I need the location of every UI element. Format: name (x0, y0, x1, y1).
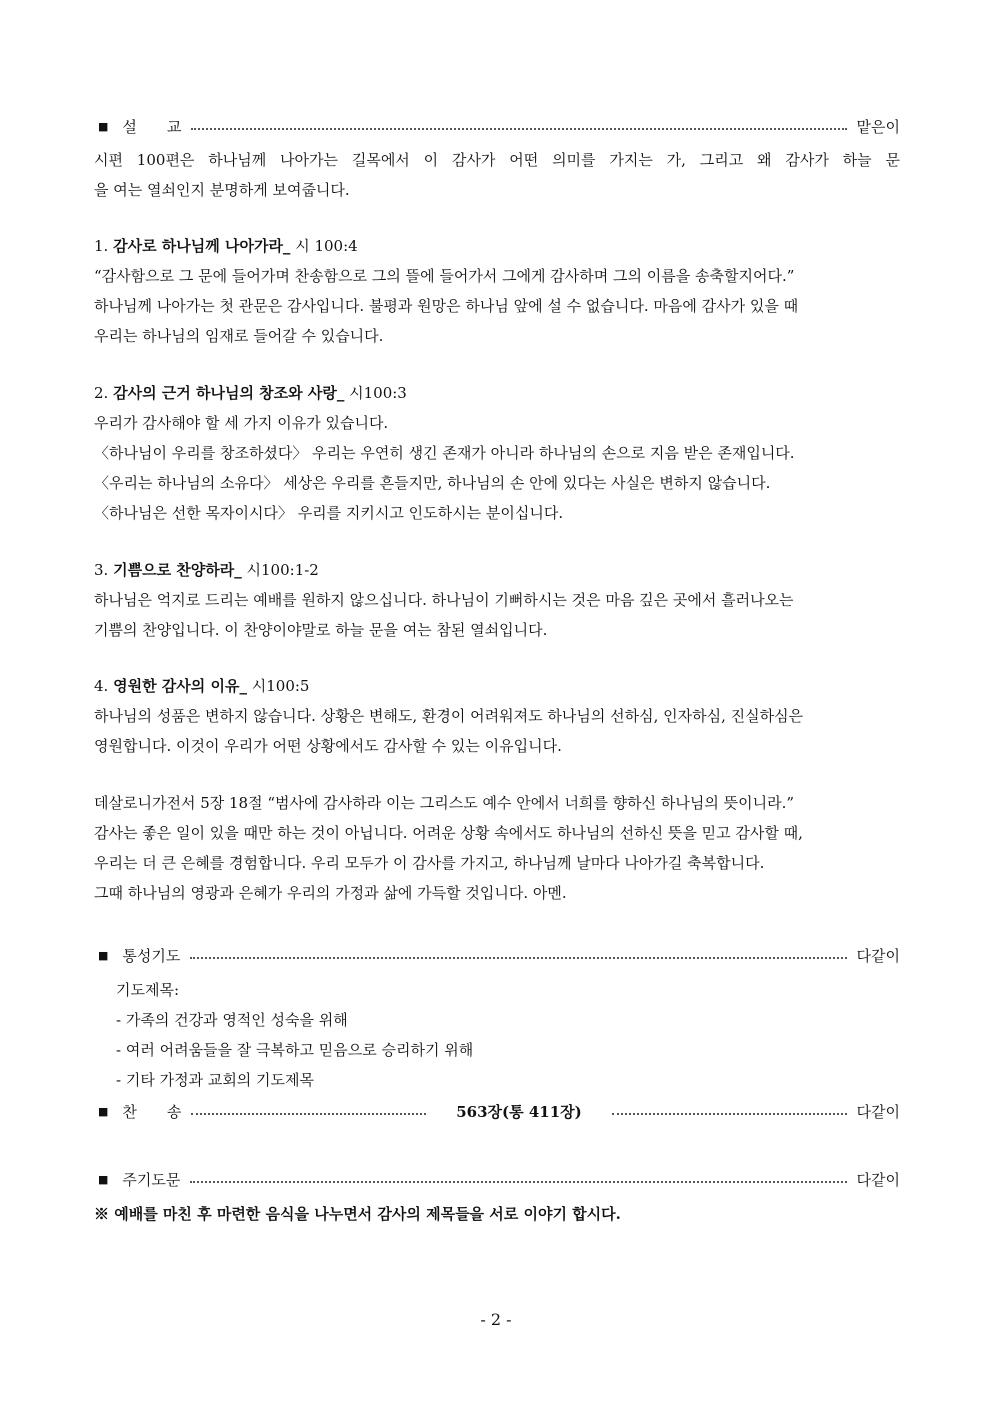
lords-prayer-label: 주기도문 (122, 1171, 181, 1189)
point-number: 1. (94, 237, 114, 255)
point-number: 4. (94, 677, 114, 695)
point-2-heading (94, 381, 900, 405)
point-title: 기쁨으로 찬양하라_ (113, 561, 242, 579)
closing-line: 그때 하나님의 영광과 은혜가 우리의 가정과 삶에 가득할 것입니다. 아멘. (94, 884, 567, 902)
sermon-label: 설 교 (122, 118, 182, 136)
dotted-leader (612, 1113, 847, 1115)
point-1-line: 우리는 하나님의 임재로 들어갈 수 있습니다. (94, 327, 384, 345)
square-bullet-icon: ■ (98, 1173, 109, 1186)
prayer-topic: - 여러 어려움들을 잘 극복하고 믿음으로 승리하기 위해 (116, 1041, 474, 1059)
point-4-heading (94, 674, 900, 698)
square-bullet-icon: ■ (98, 949, 109, 962)
point-3-line: 하나님은 억지로 드리는 예배를 원하지 않으십니다. 하나님이 기뻐하시는 것은 마음 깊은 곳에서 흘러나오는 (94, 591, 794, 609)
square-bullet-icon: ■ (98, 120, 109, 133)
sermon-leader: 맡은이 (856, 118, 900, 136)
sermon-header (94, 115, 900, 139)
dotted-leader (191, 1113, 426, 1115)
point-1-heading (94, 234, 900, 258)
hymn-number: 563장(통 411장) (456, 1103, 582, 1121)
point-4-line: 하나님의 성품은 변하지 않습니다. 상황은 변해도, 환경이 어려워져도 하나님의 선하심, 인자하심, 진실하심은 (94, 707, 804, 725)
hymn-leader: 다같이 (856, 1103, 901, 1121)
hymn-label: 찬 송 (122, 1103, 182, 1121)
prayer-leader: 다같이 (856, 947, 900, 965)
prayer-topics-label: 기도제목: (116, 981, 180, 999)
point-title: 감사의 근거 하나님의 창조와 사랑_ (113, 384, 345, 402)
lords-prayer-header (94, 1168, 900, 1192)
sermon-intro-line1: 시편 100편은 하나님께 나아가는 길목에서 이 감사가 어떤 의미를 가지는 가, 그리고 왜 감사가 하늘 문 (94, 151, 900, 169)
lords-prayer-leader: 다같이 (856, 1171, 900, 1189)
prayer-label: 통성기도 (122, 947, 181, 965)
point-2-line: 〈우리는 하나님의 소유다〉 세상은 우리를 흔들지만, 하나님의 손 안에 있다는 사실은 변하지 않습니다. (94, 474, 771, 492)
point-1-line: 하나님께 나아가는 첫 관문은 감사입니다. 불평과 원망은 하나님 앞에 설 수 없습니다. 마음에 감사가 있을 때 (94, 297, 799, 315)
square-bullet-icon: ■ (98, 1105, 109, 1118)
point-number: 3. (94, 561, 114, 579)
prayer-topic: - 가족의 건강과 영적인 성숙을 위해 (116, 1011, 348, 1029)
point-4-line: 영원합니다. 이것이 우리가 어떤 상황에서도 감사할 수 있는 이유입니다. (94, 737, 562, 755)
point-1-line: “감사함으로 그 문에 들어가며 찬송함으로 그의 뜰에 들어가서 그에게 감사하며 그의 이름을 송축할지어다.” (94, 267, 795, 285)
page-number: - 2 - (480, 1310, 512, 1329)
dotted-leader (191, 128, 846, 130)
point-3-line: 기쁨의 찬양입니다. 이 찬양이야말로 하늘 문을 여는 참된 열쇠입니다. (94, 621, 548, 639)
point-2-line: 〈하나님은 선한 목자이시다〉 우리를 지키시고 인도하시는 분이십니다. (94, 504, 564, 522)
point-title: 감사로 하나님께 나아가라_ (113, 237, 291, 255)
scripture-ref: 시 100:4 (290, 237, 358, 255)
sermon-intro-line2: 을 여는 열쇠인지 분명하게 보여줍니다. (94, 181, 350, 199)
point-3-heading (94, 558, 900, 582)
point-title: 영원한 감사의 이유_ (113, 677, 247, 695)
prayer-topic: - 기타 가정과 교회의 기도제목 (116, 1071, 315, 1089)
hymn-header (94, 1100, 900, 1124)
scripture-ref: 시100:1-2 (241, 561, 319, 579)
scripture-ref: 시100:3 (344, 384, 407, 402)
closing-line: 우리는 더 큰 은혜를 경험합니다. 우리 모두가 이 감사를 가지고, 하나님께 날마다 나아가길 축복합니다. (94, 854, 765, 872)
dotted-leader (190, 1181, 846, 1183)
closing-line: 데살로니가전서 5장 18절 “범사에 감사하라 이는 그리스도 예수 안에서 너희를 향하신 하나님의 뜻이니라.” (94, 794, 795, 812)
closing-note: ※ 예배를 마친 후 마련한 음식을 나누면서 감사의 제목들을 서로 이야기 합시다. (94, 1205, 621, 1223)
dotted-leader (190, 957, 846, 959)
point-2-line: 〈하나님이 우리를 창조하셨다〉 우리는 우연히 생긴 존재가 아니라 하나님의 손으로 지음 받은 존재입니다. (94, 444, 795, 462)
scripture-ref: 시100:5 (246, 677, 310, 695)
point-2-line: 우리가 감사해야 할 세 가지 이유가 있습니다. (94, 414, 389, 432)
closing-line: 감사는 좋은 일이 있을 때만 하는 것이 아닙니다. 어려운 상황 속에서도 하나님의 선하신 뜻을 믿고 감사할 때, (94, 824, 803, 842)
prayer-header (94, 944, 900, 968)
point-number: 2. (94, 384, 114, 402)
